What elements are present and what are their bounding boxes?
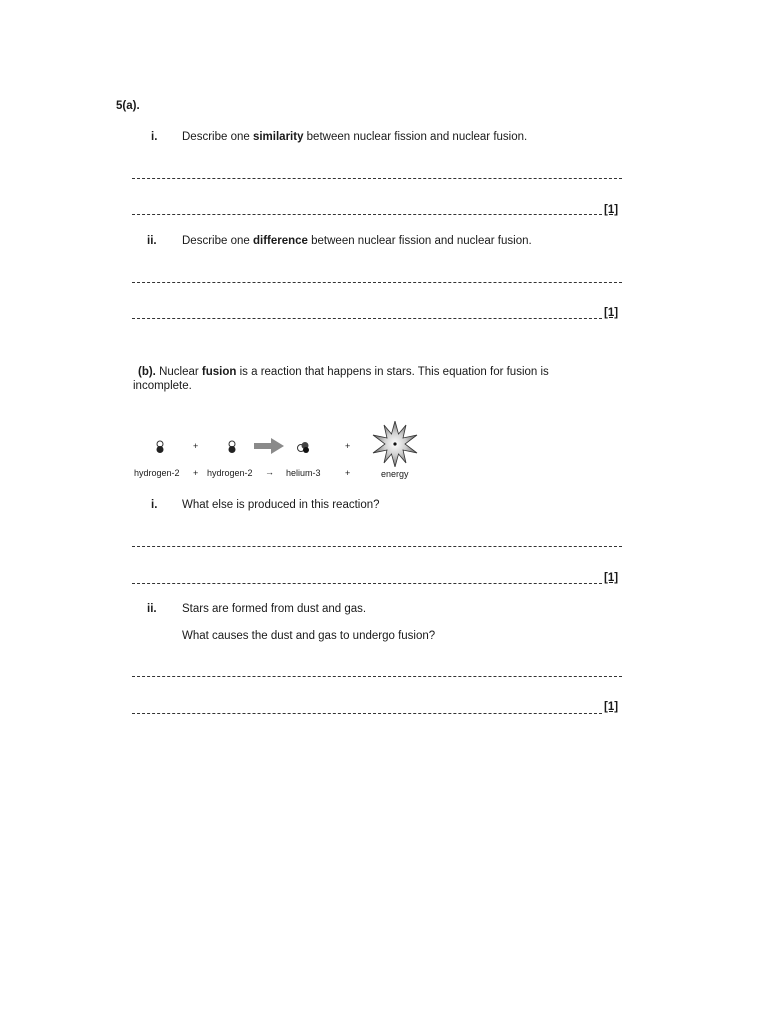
part-a-i-question — [182, 131, 527, 143]
answer-line[interactable] — [132, 583, 602, 584]
part-b-ii-numeral: ii. — [147, 603, 157, 615]
part-b-ii-statement: Stars are formed from dust and gas. — [182, 603, 367, 615]
part-b-keyword: fusion — [201, 366, 237, 378]
hydrogen-atom-icon — [226, 440, 238, 454]
part-b-ii-question: What causes the dust and gas to undergo fusion? — [182, 630, 436, 642]
part-a-i-numeral: i. — [151, 131, 158, 143]
answer-line[interactable] — [132, 214, 602, 215]
part-a-i-keyword: similarity — [252, 131, 304, 143]
part-b-intro — [138, 366, 549, 378]
answer-line[interactable] — [132, 178, 622, 179]
equation-plus: + — [345, 468, 351, 478]
equation-plus: + — [193, 441, 199, 451]
part-b-i-numeral: i. — [151, 499, 158, 511]
equation-plus: + — [345, 441, 351, 451]
answer-line[interactable] — [132, 676, 622, 677]
question-number: 5(a). — [116, 100, 140, 112]
label-helium-3: helium-3 — [286, 468, 321, 478]
answer-line[interactable] — [132, 318, 602, 319]
mark-allocation: [1] — [604, 307, 619, 319]
answer-line[interactable] — [132, 282, 622, 283]
answer-line[interactable] — [132, 546, 622, 547]
part-b-intro-post: is a reaction that happens in stars. This equation for fusion is — [236, 366, 549, 378]
reaction-arrow-icon — [254, 438, 284, 454]
equation-arrow: → — [265, 467, 274, 477]
mark-allocation: [1] — [604, 572, 619, 584]
part-a-ii-question — [182, 235, 532, 247]
equation-plus: + — [193, 468, 199, 478]
part-a-ii-keyword: difference — [252, 235, 308, 247]
hydrogen-atom-icon — [154, 440, 166, 454]
energy-starburst-icon — [372, 421, 418, 467]
part-a-ii-numeral: ii. — [147, 235, 157, 247]
part-b-intro-line2: incomplete. — [133, 380, 192, 392]
label-energy: energy — [381, 469, 409, 479]
part-b-label: (b). — [138, 366, 156, 378]
part-b-i-question: What else is produced in this reaction? — [182, 499, 380, 511]
label-hydrogen-2: hydrogen-2 — [134, 468, 180, 478]
part-a-i-text-pre: Describe one — [182, 131, 253, 143]
part-b-intro-pre: Nuclear — [155, 366, 202, 378]
part-a-i-text-post: between nuclear fission and nuclear fusion. — [303, 131, 528, 143]
part-a-ii-text-pre: Describe one — [182, 235, 253, 247]
mark-allocation: [1] — [604, 204, 619, 216]
mark-allocation: [1] — [604, 701, 619, 713]
label-hydrogen-2: hydrogen-2 — [207, 468, 253, 478]
part-a-ii-text-post: between nuclear fission and nuclear fusion. — [307, 235, 532, 247]
answer-line[interactable] — [132, 713, 602, 714]
helium-atom-icon — [296, 440, 312, 454]
